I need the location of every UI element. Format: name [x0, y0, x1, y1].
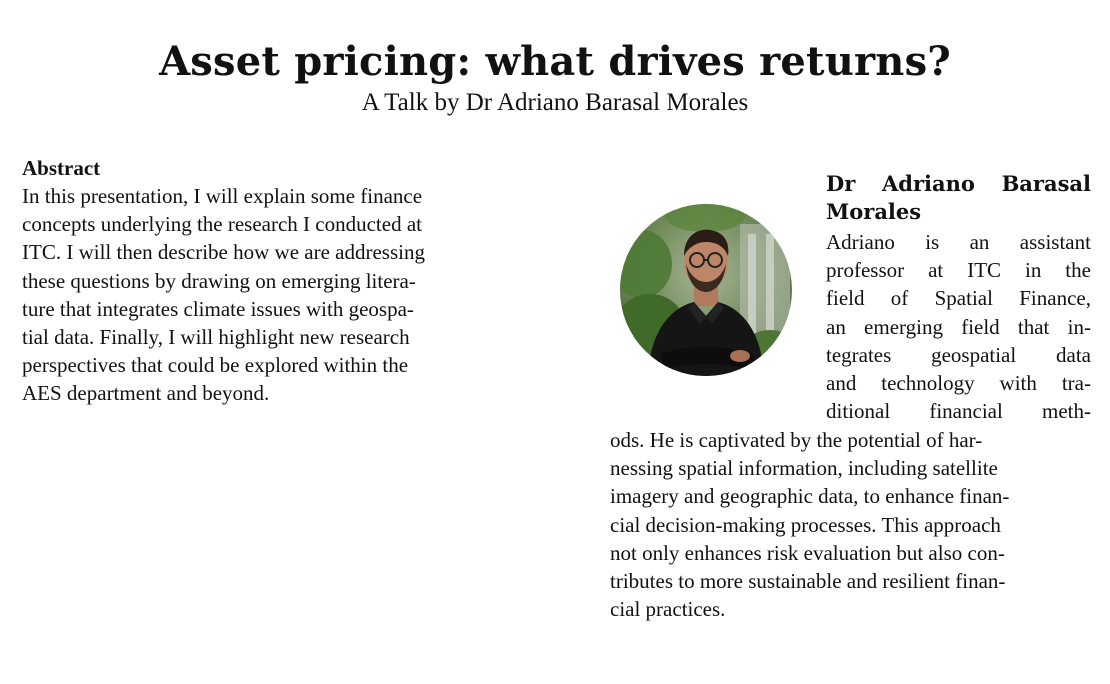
- bio-word: an: [969, 230, 990, 254]
- bio-word: the: [1065, 258, 1091, 283]
- speaker-name-word: Dr: [826, 171, 856, 196]
- bio-word: Finance,: [1019, 286, 1091, 311]
- bio-word: of: [890, 286, 909, 311]
- abstract-section: [22, 154, 507, 408]
- bio-line: [826, 369, 1091, 397]
- abstract-line: In this presentation, I will explain some finance: [22, 184, 423, 208]
- abstract-line: AES department and beyond.: [22, 381, 270, 406]
- bio-word: in-: [1067, 314, 1091, 339]
- bio-line: nessing spatial information, including satellite: [610, 456, 998, 481]
- bio-word: tra-: [1061, 371, 1091, 396]
- speaker-bio-top: [826, 228, 1091, 425]
- bio-line: imagery and geographic data, to enhance finan-: [610, 484, 1010, 509]
- bio-line: [826, 256, 1091, 284]
- bio-line: not only enhances risk evaluation but also con-: [610, 540, 1005, 565]
- bio-line: tributes to more sustainable and resilient finan-: [610, 569, 1006, 594]
- bio-word: emerging: [864, 314, 943, 339]
- bio-word: and: [826, 371, 857, 396]
- bio-word: data: [1056, 342, 1091, 367]
- abstract-heading: Abstract: [22, 156, 101, 180]
- speaker-name-line: [826, 170, 1091, 198]
- abstract-line: ture that integrates climate issues with geospa-: [22, 296, 414, 321]
- bio-word: professor: [826, 258, 905, 283]
- speaker-name: [826, 170, 1091, 226]
- bio-word: in: [1025, 258, 1042, 283]
- bio-word: assistant: [1019, 230, 1091, 254]
- bio-line: ods. He is captivated by the potential of har-: [610, 428, 983, 452]
- speaker-photo: [620, 204, 792, 376]
- bio-line: [826, 284, 1091, 312]
- speaker-name-word: Barasal: [1001, 171, 1091, 196]
- page-title: Asset pricing: what drives returns?: [159, 38, 951, 85]
- bio-word: Adriano: [826, 230, 895, 254]
- abstract-line: these questions by drawing on emerging litera-: [22, 268, 416, 293]
- abstract-line: tial data. Finally, I will highlight new research: [22, 325, 410, 350]
- bio-word: field: [826, 286, 865, 311]
- bio-line: [826, 341, 1091, 369]
- bio-line: [826, 397, 1091, 425]
- bio-word: financial: [929, 399, 1003, 424]
- bio-line: [826, 228, 1091, 256]
- bio-word: field: [961, 314, 1000, 339]
- bio-word: geospatial: [931, 342, 1017, 367]
- abstract-line: ITC. I will then describe how we are addressing: [22, 240, 425, 265]
- bio-word: at: [928, 258, 944, 283]
- bio-word: is: [925, 230, 940, 254]
- speaker-name-line: Morales: [826, 199, 922, 225]
- bio-word: technology: [881, 371, 975, 396]
- bio-word: with: [999, 371, 1037, 396]
- bio-line: cial practices.: [610, 597, 726, 622]
- abstract-line: concepts underlying the research I conducted at: [22, 212, 422, 237]
- bio-word: ditional: [826, 399, 891, 424]
- bio-word: an: [826, 314, 846, 339]
- bio-line: cial decision-making processes. This approach: [610, 512, 1001, 537]
- bio-word: tegrates: [826, 342, 892, 367]
- page-subtitle: A Talk by Dr Adriano Barasal Morales: [361, 89, 749, 116]
- speaker-name-word: Adriano: [881, 171, 975, 196]
- bio-word: meth-: [1042, 399, 1091, 424]
- speaker-portrait-icon: [620, 204, 792, 376]
- bio-word: ITC: [967, 258, 1002, 283]
- abstract-line: perspectives that could be explored within the: [22, 353, 409, 378]
- bio-word: Spatial: [934, 286, 993, 311]
- bio-word: that: [1017, 314, 1050, 339]
- bio-line: [826, 313, 1091, 341]
- speaker-bio-bottom: [610, 426, 1091, 623]
